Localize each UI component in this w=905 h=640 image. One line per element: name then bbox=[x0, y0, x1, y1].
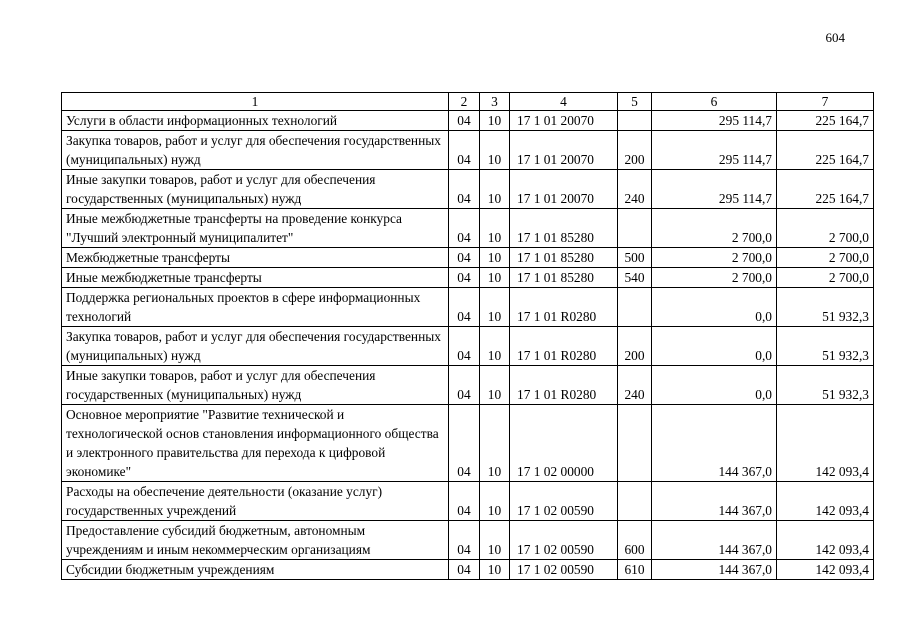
subsection-code: 10 bbox=[480, 405, 510, 482]
section-code: 04 bbox=[449, 521, 480, 560]
subsection-code: 10 bbox=[480, 366, 510, 405]
target-article-code: 17 1 02 00000 bbox=[510, 405, 618, 482]
subsection-code: 10 bbox=[480, 131, 510, 170]
amount-column-6: 144 367,0 bbox=[652, 521, 777, 560]
column-header-2: 2 bbox=[449, 93, 480, 111]
expense-type-code: 540 bbox=[618, 268, 652, 288]
section-code: 04 bbox=[449, 170, 480, 209]
amount-column-7: 142 093,4 bbox=[777, 560, 874, 580]
amount-column-7: 51 932,3 bbox=[777, 366, 874, 405]
table-row bbox=[62, 248, 874, 268]
section-code: 04 bbox=[449, 366, 480, 405]
subsection-code: 10 bbox=[480, 170, 510, 209]
section-code: 04 bbox=[449, 482, 480, 521]
subsection-code: 10 bbox=[480, 288, 510, 327]
amount-column-7: 2 700,0 bbox=[777, 248, 874, 268]
target-article-code: 17 1 01 R0280 bbox=[510, 366, 618, 405]
target-article-code: 17 1 02 00590 bbox=[510, 482, 618, 521]
table-row bbox=[62, 170, 874, 209]
amount-column-7: 225 164,7 bbox=[777, 111, 874, 131]
table-row bbox=[62, 327, 874, 366]
row-description: Иные межбюджетные трансферты bbox=[62, 268, 449, 288]
table-row bbox=[62, 288, 874, 327]
subsection-code: 10 bbox=[480, 111, 510, 131]
column-header-7: 7 bbox=[777, 93, 874, 111]
section-code: 04 bbox=[449, 560, 480, 580]
amount-column-6: 144 367,0 bbox=[652, 560, 777, 580]
subsection-code: 10 bbox=[480, 327, 510, 366]
target-article-code: 17 1 01 85280 bbox=[510, 248, 618, 268]
amount-column-6: 0,0 bbox=[652, 288, 777, 327]
column-header-3: 3 bbox=[480, 93, 510, 111]
amount-column-6: 2 700,0 bbox=[652, 248, 777, 268]
row-description: Иные закупки товаров, работ и услуг для обеспечения государственных (муниципальных) нужд bbox=[62, 366, 449, 405]
section-code: 04 bbox=[449, 111, 480, 131]
column-header-5: 5 bbox=[618, 93, 652, 111]
row-description: Предоставление субсидий бюджетным, автономным учреждениям и иным некоммерческим организациям bbox=[62, 521, 449, 560]
row-description: Закупка товаров, работ и услуг для обеспечения государственных (муниципальных) нужд bbox=[62, 327, 449, 366]
subsection-code: 10 bbox=[480, 248, 510, 268]
amount-column-6: 295 114,7 bbox=[652, 170, 777, 209]
table-row bbox=[62, 209, 874, 248]
target-article-code: 17 1 01 20070 bbox=[510, 111, 618, 131]
section-code: 04 bbox=[449, 248, 480, 268]
table-row bbox=[62, 521, 874, 560]
table-row bbox=[62, 560, 874, 580]
budget-table bbox=[61, 92, 874, 580]
amount-column-7: 51 932,3 bbox=[777, 288, 874, 327]
column-header-1: 1 bbox=[62, 93, 449, 111]
expense-type-code: 610 bbox=[618, 560, 652, 580]
table-row bbox=[62, 111, 874, 131]
target-article-code: 17 1 02 00590 bbox=[510, 560, 618, 580]
expense-type-code bbox=[618, 111, 652, 131]
target-article-code: 17 1 02 00590 bbox=[510, 521, 618, 560]
row-description: Услуги в области информационных технологий bbox=[62, 111, 449, 131]
amount-column-7: 2 700,0 bbox=[777, 209, 874, 248]
row-description: Межбюджетные трансферты bbox=[62, 248, 449, 268]
expense-type-code bbox=[618, 482, 652, 521]
amount-column-6: 295 114,7 bbox=[652, 111, 777, 131]
row-description: Расходы на обеспечение деятельности (оказание услуг) государственных учреждений bbox=[62, 482, 449, 521]
section-code: 04 bbox=[449, 209, 480, 248]
row-description: Субсидии бюджетным учреждениям bbox=[62, 560, 449, 580]
row-description: Иные закупки товаров, работ и услуг для обеспечения государственных (муниципальных) нужд bbox=[62, 170, 449, 209]
page-number: 604 bbox=[825, 30, 845, 45]
amount-column-7: 142 093,4 bbox=[777, 521, 874, 560]
expense-type-code: 500 bbox=[618, 248, 652, 268]
amount-column-7: 225 164,7 bbox=[777, 170, 874, 209]
expense-type-code: 200 bbox=[618, 327, 652, 366]
amount-column-6: 295 114,7 bbox=[652, 131, 777, 170]
subsection-code: 10 bbox=[480, 209, 510, 248]
subsection-code: 10 bbox=[480, 560, 510, 580]
amount-column-6: 2 700,0 bbox=[652, 268, 777, 288]
amount-column-6: 144 367,0 bbox=[652, 482, 777, 521]
subsection-code: 10 bbox=[480, 521, 510, 560]
row-description: Поддержка региональных проектов в сфере информационных технологий bbox=[62, 288, 449, 327]
amount-column-6: 2 700,0 bbox=[652, 209, 777, 248]
amount-column-7: 2 700,0 bbox=[777, 268, 874, 288]
table-header-row bbox=[62, 93, 874, 111]
amount-column-6: 0,0 bbox=[652, 327, 777, 366]
expense-type-code bbox=[618, 405, 652, 482]
target-article-code: 17 1 01 20070 bbox=[510, 131, 618, 170]
target-article-code: 17 1 01 85280 bbox=[510, 209, 618, 248]
amount-column-6: 144 367,0 bbox=[652, 405, 777, 482]
section-code: 04 bbox=[449, 327, 480, 366]
column-header-6: 6 bbox=[652, 93, 777, 111]
section-code: 04 bbox=[449, 268, 480, 288]
amount-column-7: 51 932,3 bbox=[777, 327, 874, 366]
expense-type-code bbox=[618, 209, 652, 248]
expense-type-code: 200 bbox=[618, 131, 652, 170]
table-row bbox=[62, 482, 874, 521]
table-row bbox=[62, 131, 874, 170]
subsection-code: 10 bbox=[480, 268, 510, 288]
target-article-code: 17 1 01 R0280 bbox=[510, 288, 618, 327]
amount-column-7: 225 164,7 bbox=[777, 131, 874, 170]
section-code: 04 bbox=[449, 405, 480, 482]
row-description: Иные межбюджетные трансферты на проведение конкурса "Лучший электронный муниципалитет" bbox=[62, 209, 449, 248]
amount-column-7: 142 093,4 bbox=[777, 482, 874, 521]
amount-column-6: 0,0 bbox=[652, 366, 777, 405]
target-article-code: 17 1 01 20070 bbox=[510, 170, 618, 209]
table-row bbox=[62, 405, 874, 482]
table-row bbox=[62, 366, 874, 405]
target-article-code: 17 1 01 85280 bbox=[510, 268, 618, 288]
expense-type-code bbox=[618, 288, 652, 327]
expense-type-code: 240 bbox=[618, 170, 652, 209]
expense-type-code: 240 bbox=[618, 366, 652, 405]
expense-type-code: 600 bbox=[618, 521, 652, 560]
subsection-code: 10 bbox=[480, 482, 510, 521]
table-row bbox=[62, 268, 874, 288]
target-article-code: 17 1 01 R0280 bbox=[510, 327, 618, 366]
amount-column-7: 142 093,4 bbox=[777, 405, 874, 482]
column-header-4: 4 bbox=[510, 93, 618, 111]
section-code: 04 bbox=[449, 288, 480, 327]
section-code: 04 bbox=[449, 131, 480, 170]
row-description: Закупка товаров, работ и услуг для обеспечения государственных (муниципальных) нужд bbox=[62, 131, 449, 170]
row-description: Основное мероприятие "Развитие технической и технологической основ становления информационного общества и электронного правительства для перехода к цифровой экономике" bbox=[62, 405, 449, 482]
